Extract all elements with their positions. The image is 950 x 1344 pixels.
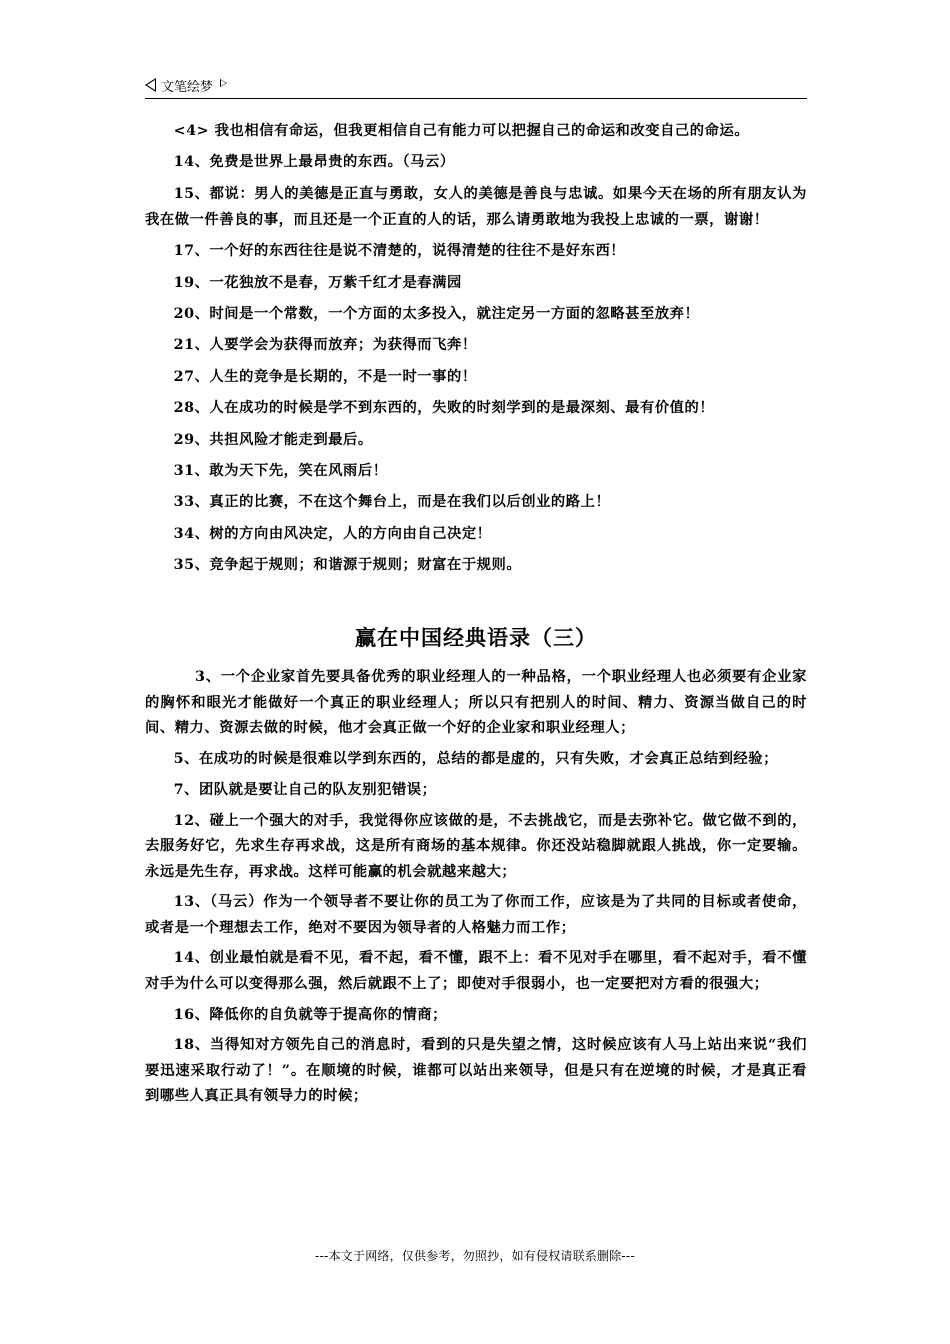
document-body	[145, 118, 807, 1115]
quotes-section-2	[145, 623, 807, 1109]
triangle-left-icon	[145, 78, 156, 92]
triangle-right-icon	[220, 79, 227, 87]
quote-paragraph: 29、共担风险才能走到最后。	[173, 431, 373, 448]
quote-paragraph: 18、当得知对方领先自己的消息时，看到的只是失望之情，这时候应该有人马上站出来说“我们要迅速采取行动了！”。在顺境的时候，谁都可以站出来领导，但是只有在逆境的时候，才是真正看到哪些人真正具有领导力的时候；	[145, 1037, 807, 1105]
quote-paragraph: 35、竞争起于规则；和谐源于规则；财富在于规则。	[173, 557, 522, 574]
quote-paragraph: 3、一个企业家首先要具备优秀的职业经理人的一种品格，一个职业经理人也必须要有企业家的胸怀和眼光才能做好一个真正的职业经理人；所以只有把别人的时间、精力、资源当做自己的时间、精力、资源去做的时候，他才会真正做一个好的企业家和职业经理人；	[145, 669, 807, 737]
quotes-section-1	[145, 118, 807, 578]
quote-paragraph: 14、创业最怕就是看不见，看不起，看不懂，跟不上：看不见对手在哪里，看不起对手，看不懂对手为什么可以变得那么强，然后就跟不上了；即使对手很弱小，也一定要把对方看的很强大；	[145, 950, 807, 992]
quote-paragraph: 7、团队就是要让自己的队友别犯错误；	[173, 781, 437, 798]
quote-paragraph: 28、人在成功的时候是学不到东西的，失败的时刻学到的是最深刻、最有价值的！	[173, 400, 715, 417]
quote-paragraph: 20、时间是一个常数，一个方面的太多投入，就注定另一方面的忽略甚至放弃！	[173, 305, 700, 322]
quote-paragraph: 17、一个好的东西往往是说不清楚的，说得清楚的往往不是好东西！	[173, 243, 626, 260]
quote-paragraph: 34、树的方向由风决定，人的方向由自己决定！	[173, 525, 492, 542]
quote-paragraph: 12、碰上一个强大的对手，我觉得你应该做的是，不去挑战它，而是去弥补它。做它做不到的，去服务好它，先求生存再求战，这是所有商场的基本规律。你还没站稳脚就跟人挑战，你一定要输。永远是先生存，再求战。这样可能赢的机会就越来越大；	[145, 812, 807, 880]
page-header	[145, 72, 807, 99]
quote-paragraph: 21、人要学会为获得而放弃；为获得而飞奔！	[173, 337, 477, 354]
quote-paragraph: 5、在成功的时候是很难以学到东西的，总结的都是虚的，只有失败，才会真正总结到经验；	[173, 751, 778, 768]
quote-paragraph: 14、免费是世界上最昂贵的东西。（马云）	[173, 154, 455, 171]
quote-paragraph: 19、一花独放不是春，万紫千红才是春满园	[173, 274, 462, 291]
page-footer-notice: ---本文于网络，仅供参考，勿照抄，如有侵权请联系删除---	[315, 1249, 635, 1263]
quote-paragraph: 31、敢为天下先，笑在风雨后！	[173, 462, 388, 479]
quote-paragraph: 15、都说：男人的美德是正直与勇敢，女人的美德是善良与忠诚。如果今天在场的所有朋友认为我在做一件善良的事，而且还是一个正直的人的话，那么请勇敢地为我投上忠诚的一票，谢谢！	[145, 185, 807, 228]
section-title: 赢在中国经典语录（三）	[355, 625, 597, 651]
quote-paragraph: 16、降低你的自负就等于提高你的情商；	[173, 1006, 447, 1023]
quote-paragraph: 27、人生的竞争是长期的，不是一时一事的！	[173, 368, 477, 385]
quote-paragraph: <4> 我也相信有命运，但我更相信自己有能力可以把握自己的命运和改变自己的命运。	[173, 123, 750, 139]
quote-paragraph: 33、真正的比赛，不在这个舞台上，而是在我们以后创业的路上！	[173, 494, 611, 511]
section-spacer	[145, 583, 807, 623]
header-label: 文笔绘梦	[161, 79, 214, 95]
quote-paragraph: 13、（马云）作为一个领导者不要让你的员工为了你而工作，应该是为了共同的目标或者使命，或者是一个理想去工作，绝对不要因为领导者的人格魅力而工作；	[145, 894, 807, 936]
